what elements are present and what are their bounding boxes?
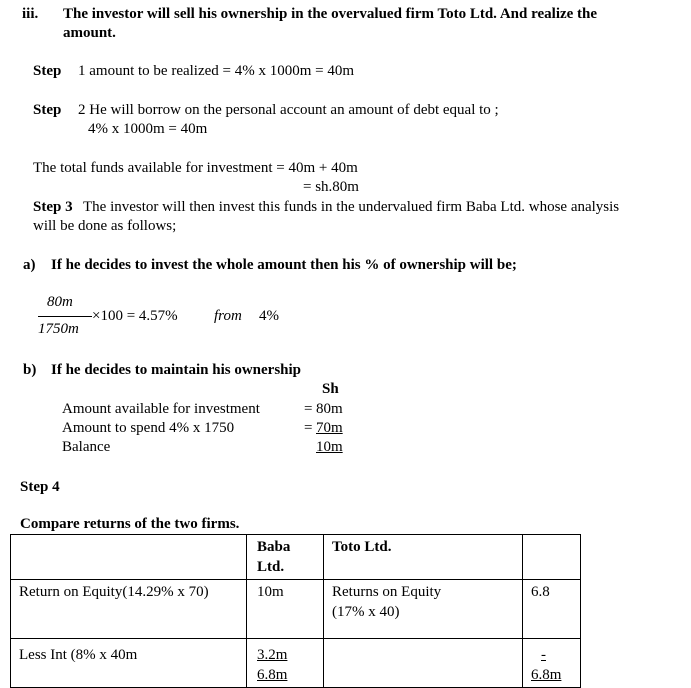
row-label: Balance [62, 439, 111, 455]
total-funds-line2: = sh.80m [303, 179, 359, 195]
header-cell-blank [11, 535, 247, 580]
table-cell: 10m [247, 580, 324, 639]
cell-line: 6.8m [531, 667, 562, 683]
step4-label: Step 4 [20, 479, 60, 495]
table-cell [324, 580, 523, 639]
part-b-text: If he decides to maintain his ownership [51, 362, 302, 378]
cell-line: 3.2m [257, 647, 288, 663]
cell-line: Returns on Equity [332, 584, 442, 600]
row-value: 70m [316, 420, 343, 436]
table-cell: Return on Equity(14.29% x 70) [11, 580, 247, 639]
step2-text: 2 He will borrow on the personal account an amount of debt equal to ; [78, 102, 499, 118]
from-word: from [214, 308, 242, 324]
row-eq: = [304, 401, 313, 417]
row-value: 80m [316, 401, 343, 417]
step1-text: 1 amount to be realized = 4% x 1000m = 40m [78, 63, 355, 79]
compare-heading: Compare returns of the two firms. [20, 516, 240, 532]
table-row [11, 580, 581, 639]
step3-text1: The investor will then invest this funds in the undervalued firm Baba Ltd. whose analysis [83, 199, 620, 215]
table-cell [523, 639, 581, 688]
part-b-label: b) [23, 362, 37, 378]
table-cell: 6.8 [523, 580, 581, 639]
section-label: iii. [22, 6, 39, 22]
fraction-result: ×100 = 4.57% [92, 308, 178, 324]
cell-line: 6.8m [257, 667, 288, 683]
part-a-label: a) [23, 257, 36, 273]
row-value: 10m [316, 439, 343, 455]
header-cell-baba: Baba Ltd. [247, 535, 324, 580]
table-row [11, 639, 581, 688]
row-label: Amount available for investment [62, 401, 260, 417]
step2-label: Step [33, 102, 62, 118]
step3-text2: will be done as follows; [33, 218, 177, 234]
header-cell-toto: Toto Ltd. [324, 535, 523, 580]
table-cell [324, 639, 523, 688]
row-eq: = [304, 420, 313, 436]
step1-label: Step [33, 63, 62, 79]
step2-text2: 4% x 1000m = 40m [88, 121, 208, 137]
from-value: 4% [259, 308, 279, 324]
fraction-bar [38, 316, 92, 317]
row-label: Amount to spend 4% x 1750 [62, 420, 235, 436]
currency-header: Sh [322, 381, 339, 397]
section-heading-line1: The investor will sell his ownership in the overvalued firm Toto Ltd. And realize the [63, 6, 598, 22]
returns-comparison-table [10, 534, 581, 688]
part-a-text: If he decides to invest the whole amount then his % of ownership will be; [51, 257, 517, 273]
cell-line: (17% x 40) [332, 604, 400, 620]
fraction-numerator: 80m [47, 294, 73, 310]
table-cell [247, 639, 324, 688]
section-heading-line2: amount. [63, 25, 116, 41]
cell-line: - [541, 647, 546, 663]
table-cell: Less Int (8% x 40m [11, 639, 247, 688]
fraction-denominator: 1750m [38, 321, 79, 337]
step3-label: Step 3 [33, 199, 73, 215]
total-funds-line1: The total funds available for investment = 40m + 40m [33, 160, 358, 176]
table-row [11, 535, 581, 580]
header-cell-blank [523, 535, 581, 580]
